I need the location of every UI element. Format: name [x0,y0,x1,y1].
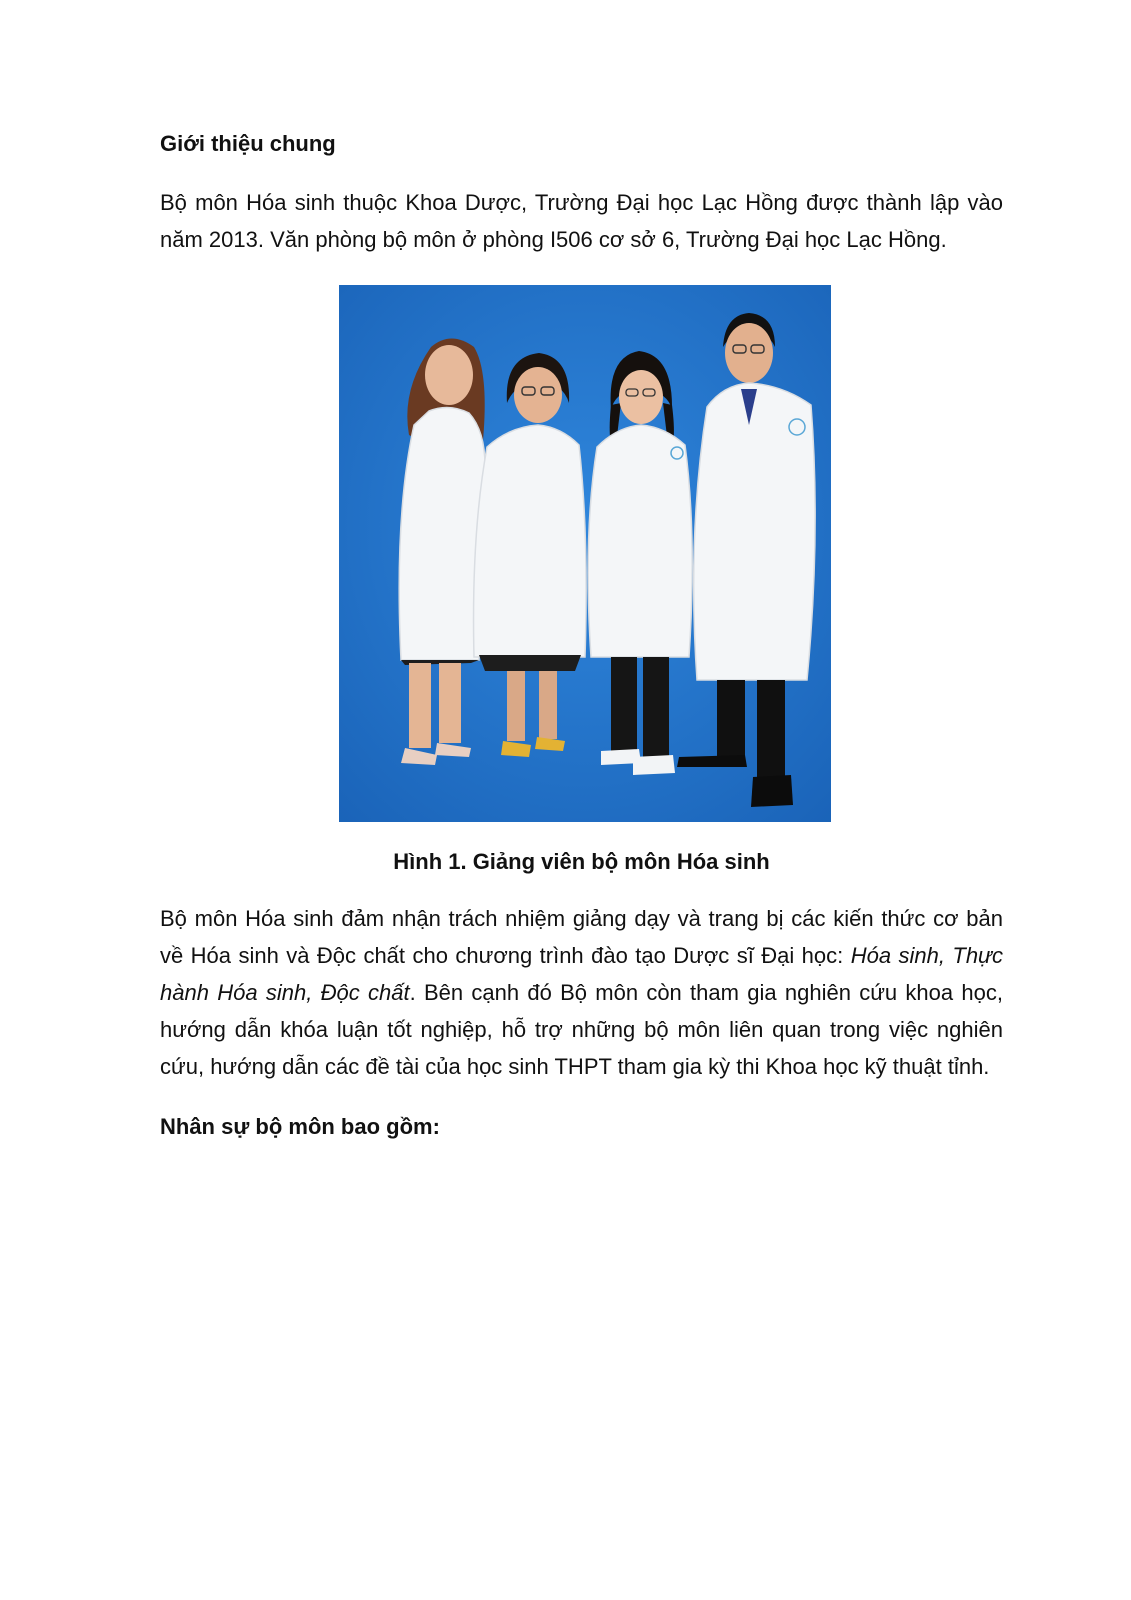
duties-courses: Hóa sinh, Thực hành Hóa sinh, Độc chất [160,943,1004,1005]
section-heading-intro: Giới thiệu chung [160,131,336,156]
intro-paragraph: Bộ môn Hóa sinh thuộc Khoa Dược, Trường Đại học Lạc Hồng được thành lập vào năm 2013. Văn phòng bộ môn ở phòng I506 cơ sở 6, Trường Đại học Lạc Hồng. [160,190,1003,252]
duties-text-before: Bộ môn Hóa sinh đảm nhận trách nhiệm giảng dạy và trang bị các kiến thức cơ bản về Hóa sinh và Độc chất cho chương trình đào tạo Dược sĩ Đại học: [160,906,1003,968]
staff-group-photo [339,285,831,822]
figure-caption: Hình 1. Giảng viên bộ môn Hóa sinh [393,849,770,874]
page-content [160,126,1003,1145]
figure-1 [160,285,1003,822]
duties-text-after: . Bên cạnh đó Bộ môn còn tham gia nghiên cứu khoa học, hướng dẫn khóa luận tốt nghiệp, hỗ trợ những bộ môn liên quan trong việc nghiên cứu, hướng dẫn các đề tài của học sinh THPT tham gia kỳ thi Khoa học kỹ thuật tỉnh. [160,980,1003,1079]
section-heading-staff: Nhân sự bộ môn bao gồm: [160,1114,440,1139]
duties-paragraph [160,900,1003,1085]
